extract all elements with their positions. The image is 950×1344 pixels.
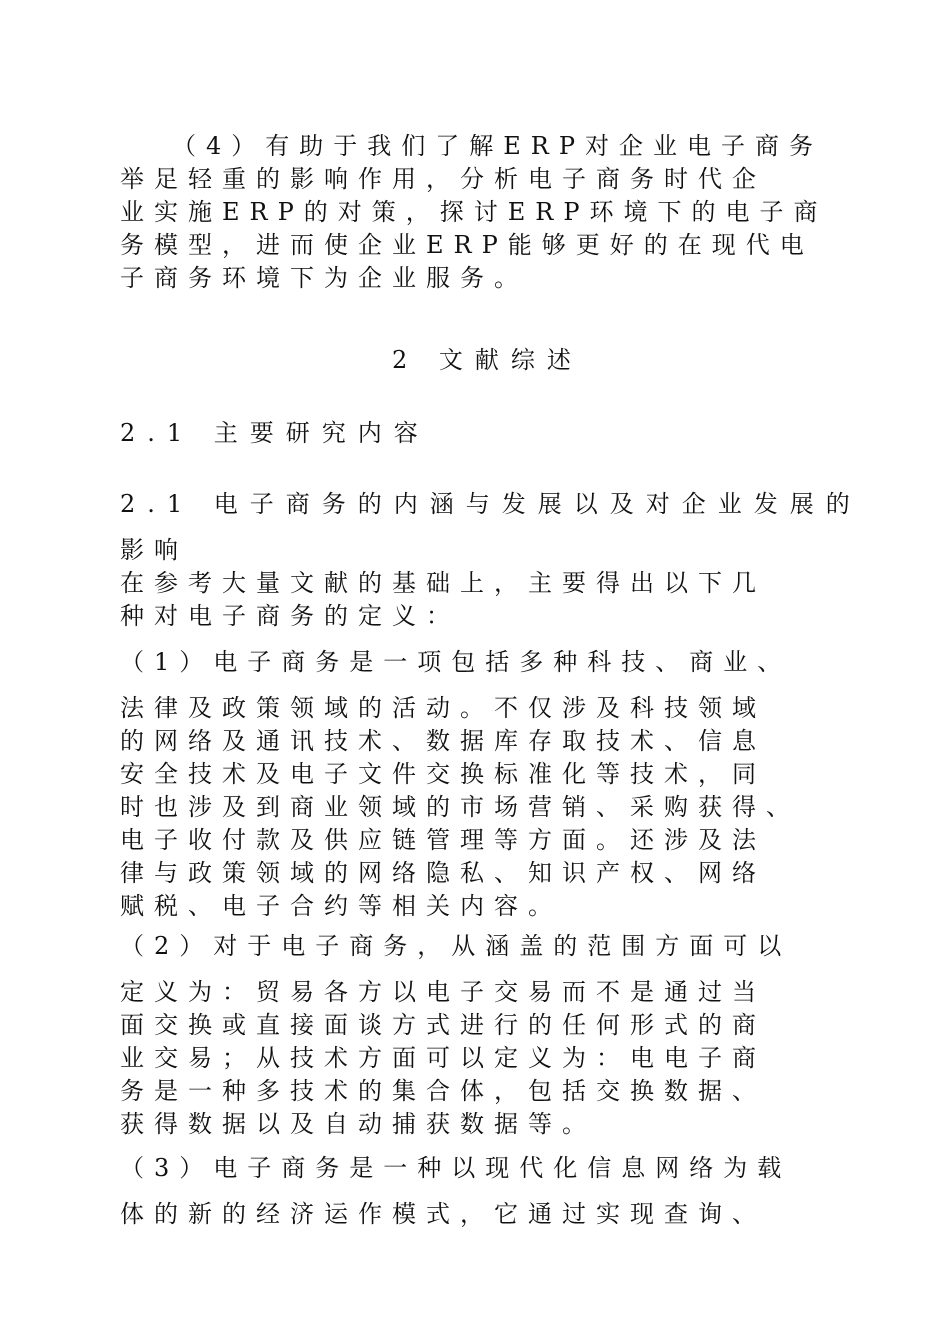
item-2-line-6: 获得数据以及自动捕获数据等。 (120, 1110, 596, 1138)
item-2-line-4: 业交易；从技术方面可以定义为：电电子商 (120, 1044, 766, 1072)
item-2-line-2: 定义为：贸易各方以电子交易而不是通过当 (120, 978, 766, 1006)
item-2-line-1: （2）对于电子商务，从涵盖的范围方面可以 (120, 932, 792, 960)
chapter-heading: 2 文献综述 (392, 346, 583, 374)
intro-line-2: 种对电子商务的定义： (120, 602, 460, 630)
item-1-line-7: 律与政策领域的网络隐私、知识产权、网络 (120, 859, 766, 887)
item-2-line-3: 面交换或直接面谈方式进行的任何形式的商 (120, 1011, 766, 1039)
subsection-heading-line-2: 影响 (120, 536, 188, 564)
item-1-line-5: 时也涉及到商业领域的市场营销、采购获得、 (120, 793, 800, 821)
item-1-line-6: 电子收付款及供应链管理等方面。还涉及法 (120, 826, 766, 854)
intro-line-1: 在参考大量文献的基础上，主要得出以下几 (120, 569, 766, 597)
item-2-line-5: 务是一种多技术的集合体，包括交换数据、 (120, 1077, 766, 1105)
item-1-line-2: 法律及政策领域的活动。不仅涉及科技领域 (120, 694, 766, 722)
paragraph-4-line-3: 业实施ERP的对策，探讨ERP环境下的电子商 (120, 198, 828, 226)
item-3-line-2: 体的新的经济运作模式，它通过实现查询、 (120, 1200, 766, 1228)
subsection-heading-line-1: 2.1 电子商务的内涵与发展以及对企业发展的 (120, 490, 862, 518)
paragraph-4-line-1: （4）有助于我们了解ERP对企业电子商务 (172, 132, 824, 160)
paragraph-4-line-4: 务模型，进而使企业ERP能够更好的在现代电 (120, 231, 814, 259)
section-heading: 2.1 主要研究内容 (120, 419, 430, 447)
item-3-line-1: （3）电子商务是一种以现代化信息网络为载 (120, 1154, 792, 1182)
item-1-line-4: 安全技术及电子文件交换标准化等技术，同 (120, 760, 766, 788)
item-1-line-8: 赋税、电子合约等相关内容。 (120, 892, 562, 920)
item-1-line-3: 的网络及通讯技术、数据库存取技术、信息 (120, 727, 766, 755)
paragraph-4-line-2: 举足轻重的影响作用，分析电子商务时代企 (120, 165, 766, 193)
item-1-line-1: （1）电子商务是一项包括多种科技、商业、 (120, 648, 792, 676)
paragraph-4-line-5: 子商务环境下为企业服务。 (120, 264, 528, 292)
